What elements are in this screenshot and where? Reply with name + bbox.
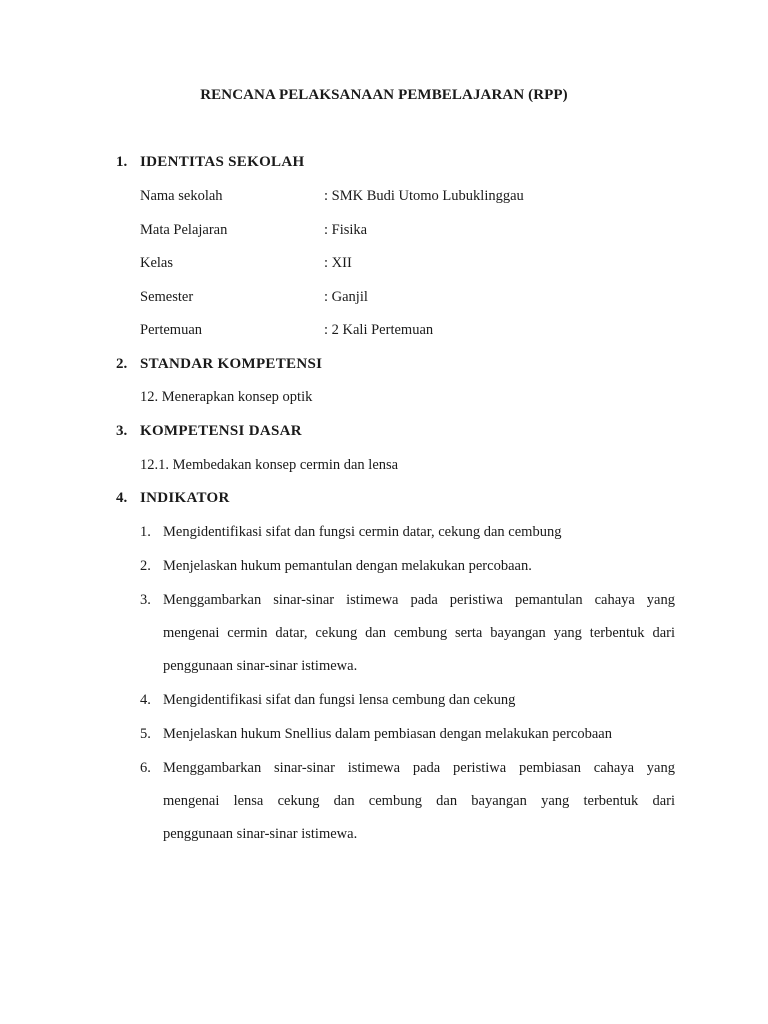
section-title-standar-kompetensi: STANDAR KOMPETENSI xyxy=(140,356,323,372)
indikator-text: penggunaan sinar-sinar istimewa. xyxy=(163,826,358,842)
indikator-number: 4. xyxy=(140,692,151,708)
indikator-number: 1. xyxy=(140,524,151,540)
section-number: 2. xyxy=(116,356,128,372)
section-number: 1. xyxy=(116,154,128,170)
identitas-value: : 2 Kali Pertemuan xyxy=(324,322,434,338)
identitas-label: Mata Pelajaran xyxy=(140,222,228,238)
standar-kompetensi-text: 12. Menerapkan konsep optik xyxy=(140,389,313,405)
section-number: 3. xyxy=(116,423,128,439)
indikator-number: 3. xyxy=(140,592,151,608)
identitas-label: Kelas xyxy=(140,255,174,271)
indikator-number: 2. xyxy=(140,558,151,574)
indikator-text: penggunaan sinar-sinar istimewa. xyxy=(163,658,358,674)
section-number: 4. xyxy=(116,490,128,506)
indikator-text: Mengidentifikasi sifat dan fungsi cermin datar, cekung dan cembung xyxy=(163,524,562,540)
indikator-text: Mengidentifikasi sifat dan fungsi lensa cembung dan cekung xyxy=(163,692,516,708)
identitas-value: : Fisika xyxy=(324,222,368,238)
identitas-value: : SMK Budi Utomo Lubuklinggau xyxy=(324,188,524,204)
kompetensi-dasar-text: 12.1. Membedakan konsep cermin dan lensa xyxy=(140,457,399,473)
section-title-kompetensi-dasar: KOMPETENSI DASAR xyxy=(140,423,302,439)
indikator-text: mengenai lensa cekung dan cembung dan bayangan yang terbentuk dari xyxy=(163,793,675,809)
indikator-text: Menjelaskan hukum pemantulan dengan melakukan percobaan. xyxy=(163,558,532,574)
indikator-text: Menjelaskan hukum Snellius dalam pembiasan dengan melakukan percobaan xyxy=(163,726,612,742)
identitas-value: : XII xyxy=(324,255,352,271)
document-title: RENCANA PELAKSANAAN PEMBELAJARAN (RPP) xyxy=(200,87,568,103)
section-title-identitas: IDENTITAS SEKOLAH xyxy=(140,154,305,170)
section-title-indikator: INDIKATOR xyxy=(140,490,230,506)
indikator-text: Menggambarkan sinar-sinar istimewa pada peristiwa pemantulan cahaya yang xyxy=(163,592,675,608)
identitas-label: Nama sekolah xyxy=(140,188,223,204)
identitas-label: Semester xyxy=(140,289,194,305)
indikator-number: 6. xyxy=(140,760,151,776)
indikator-number: 5. xyxy=(140,726,151,742)
identitas-label: Pertemuan xyxy=(140,322,203,338)
identitas-value: : Ganjil xyxy=(324,289,368,305)
indikator-text: Menggambarkan sinar-sinar istimewa pada peristiwa pembiasan cahaya yang xyxy=(163,760,675,776)
indikator-text: mengenai cermin datar, cekung dan cembung serta bayangan yang terbentuk dari xyxy=(163,625,675,641)
